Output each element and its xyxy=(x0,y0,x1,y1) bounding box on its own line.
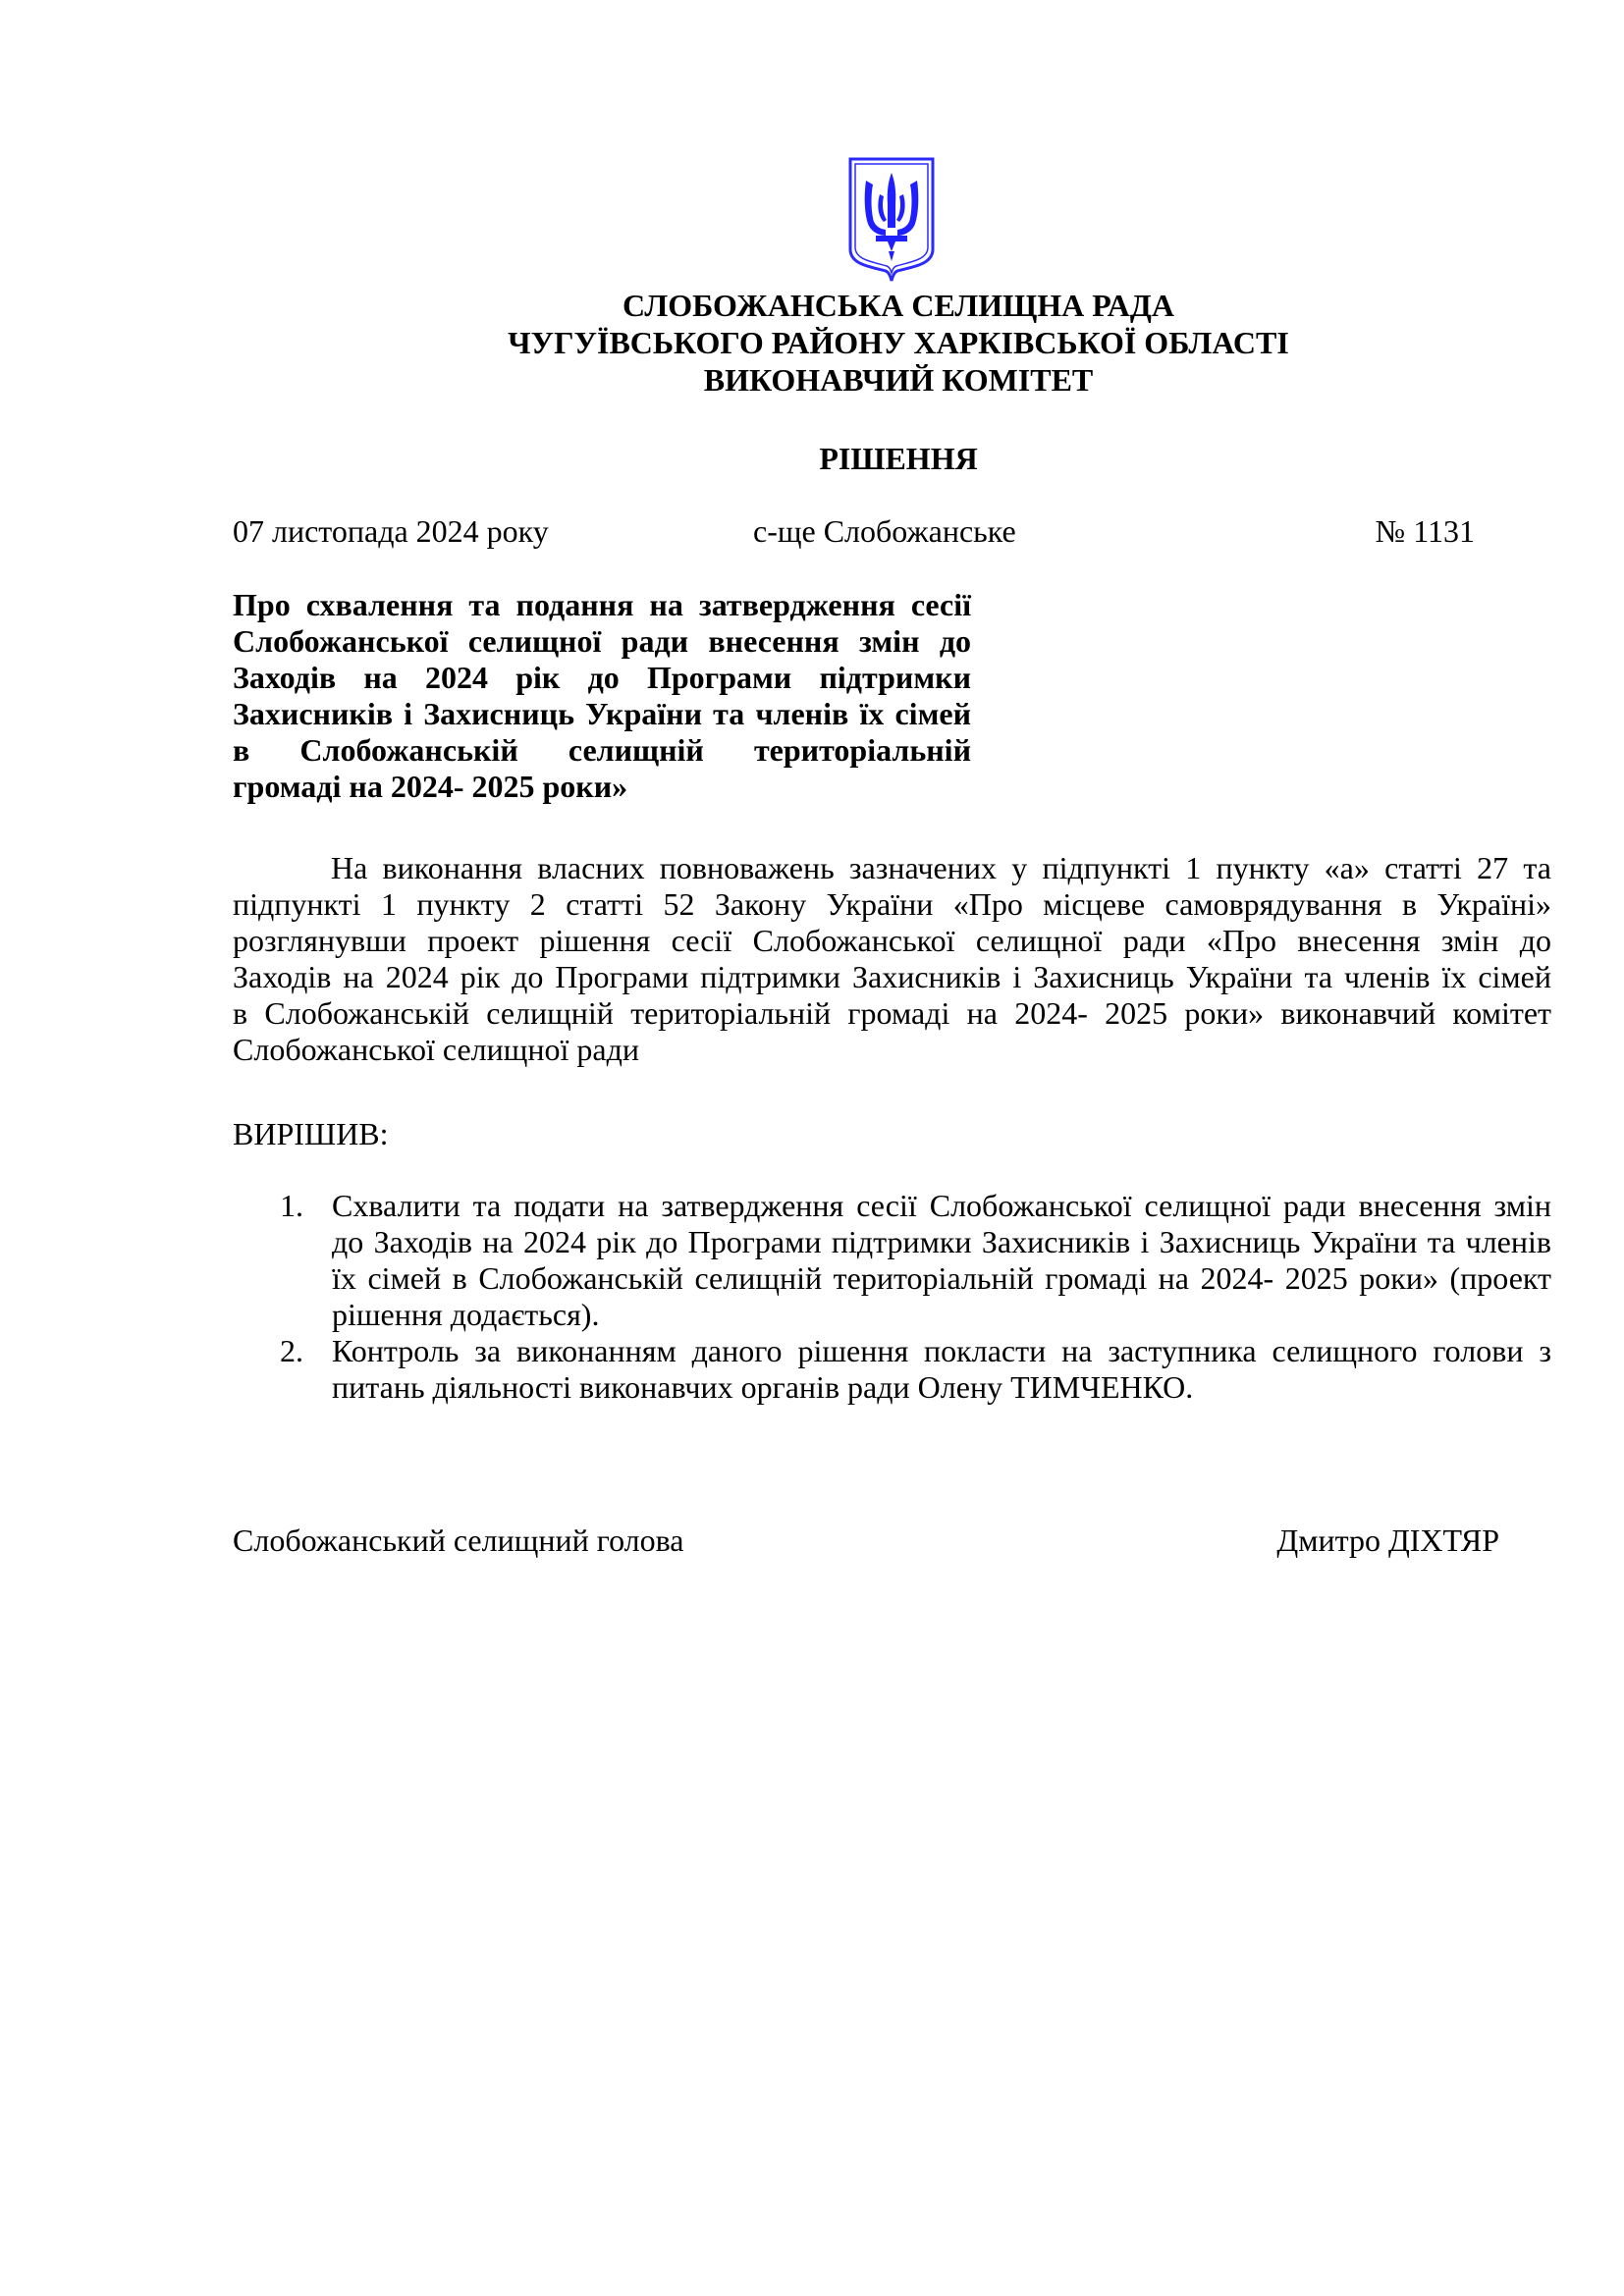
preamble-line: Заходів на 2024 рік до Програми підтримки Захисників і Захисниць України та членів їх сімей xyxy=(233,959,1551,994)
decision-number: 2. xyxy=(280,1333,303,1368)
document-meta xyxy=(233,512,1475,552)
preamble-paragraph xyxy=(233,850,1551,1068)
council-name: СЛОБОЖАНСЬКА СЕЛИЩНА РАДА xyxy=(623,288,1174,323)
subject-line: Слобожанської селищної ради внесення змін до xyxy=(233,623,971,659)
decision-item xyxy=(233,1188,1551,1333)
coat-of-arms-icon xyxy=(846,155,937,285)
subject-line: Захисників і Захисниць України та членів їх сімей xyxy=(233,696,971,731)
preamble-line: в Слобожанській селищній територіальній громаді на 2024- 2025 роки» виконавчий комітет xyxy=(233,995,1551,1031)
preamble-line: На виконання власних повноважень зазначених у підпункті 1 пункту «а» статті 27 та xyxy=(331,850,1551,885)
document-number: № 1131 xyxy=(1375,513,1475,549)
decision-subject xyxy=(233,587,971,805)
decision-line: їх сімей в Слобожанській селищній територіальній громаді на 2024- 2025 роки» (проект xyxy=(332,1260,1551,1296)
decision-line: Схвалити та подати на затвердження сесії Слобожанської селищної ради внесення змін xyxy=(332,1188,1551,1223)
document-date: 07 листопада 2024 року xyxy=(233,513,549,549)
decision-line: Контроль за виконанням даного рішення покласти на заступника селищного голови з xyxy=(332,1333,1551,1368)
subject-line: в Слобожанській селищній територіальній xyxy=(233,732,971,768)
document-type-title: РІШЕННЯ xyxy=(819,441,978,476)
subject-line: Заходів на 2024 рік до Програми підтримки xyxy=(233,660,971,695)
preamble-line: підпункті 1 пункту 2 статті 52 Закону України «Про місцеве самоврядування в Україні» xyxy=(233,886,1551,922)
signature-block xyxy=(233,1522,1499,1561)
preamble-line: розглянувши проект рішення сесії Слобожанської селищної ради «Про внесення змін до xyxy=(233,923,1551,958)
decision-line: до Заходів на 2024 рік до Програми підтримки Захисників і Захисниць України та членів xyxy=(332,1224,1551,1259)
district-name: ЧУГУЇВСЬКОГО РАЙОНУ ХАРКІВСЬКОЇ ОБЛАСТІ xyxy=(508,325,1289,360)
subject-line: Про схвалення та подання на затвердження сесії xyxy=(233,587,971,622)
signatory-name: Дмитро ДІХТЯР xyxy=(1276,1522,1499,1558)
subject-line: громаді на 2024- 2025 роки» xyxy=(233,769,628,804)
signatory-role: Слобожанський селищний голова xyxy=(233,1522,684,1558)
decision-list xyxy=(233,1188,1551,1406)
decision-line: питань діяльності виконавчих органів ради Олену ТИМЧЕНКО. xyxy=(332,1369,1194,1405)
committee-name: ВИКОНАВЧИЙ КОМІТЕТ xyxy=(703,362,1094,398)
decision-item xyxy=(233,1333,1551,1406)
document-place: с-ще Слобожанське xyxy=(753,513,1016,549)
decision-line: рішення додається). xyxy=(332,1297,600,1332)
issuer-header xyxy=(0,287,1624,399)
resolved-label: ВИРІШИВ: xyxy=(233,1116,389,1151)
decision-number: 1. xyxy=(280,1188,303,1223)
preamble-line: Слобожанської селищної ради xyxy=(233,1032,639,1067)
